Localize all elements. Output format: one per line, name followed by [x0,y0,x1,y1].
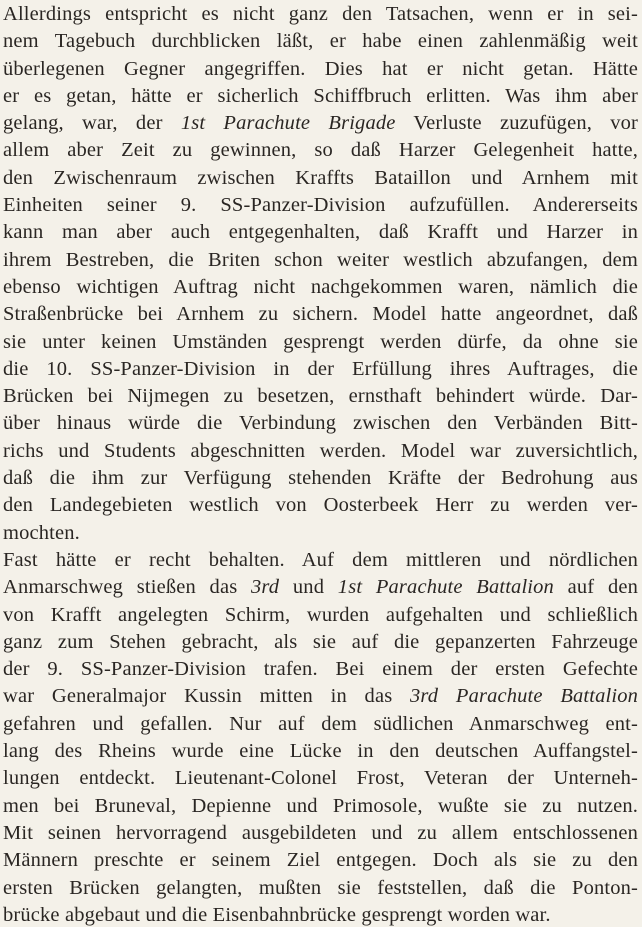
text-line [0,683,638,710]
text-segment: Anmarschweg stießen das [3,576,252,599]
text-line [0,56,638,83]
text-segment: mochten. [3,521,80,544]
text-segment: von Krafft angelegten Schirm, wurden aufgehalten und schließlich [3,603,638,626]
text-segment: Straßenbrücke bei Arnhem zu sichern. Model hatte angeordnet, daß [3,303,638,326]
text-segment: lungen entdeckt. Lieutenant-Colonel Frost, Veteran der Unterneh- [3,767,638,790]
text-segment: ihrem Bestreben, die Briten schon weiter westlich abzufangen, dem [3,248,638,271]
text-segment: war Generalmajor Kussin mitten in das [3,685,411,708]
text-line [0,847,638,874]
text-segment: Allerdings entspricht es nicht ganz den Tatsachen, wenn er in sei- [3,3,638,25]
text-line [0,765,638,792]
text-segment: auf den [553,576,639,599]
text-line [0,219,638,246]
text-line [0,410,638,437]
text-segment: den Zwischenraum zwischen Kraffts Bataillon und Arnhem mit [3,166,638,189]
text-line [0,247,638,274]
text-segment: ersten Brücken gelangten, mußten sie feststellen, daß die Ponton- [3,876,638,899]
text-segment: über hinaus würde die Verbindung zwischen den Verbänden Bitt- [3,412,638,435]
text-segment: Mit seinen hervorragend ausgebildeten und zu allem entschlossenen [3,821,638,844]
text-segment: Einheiten seiner 9. SS-Panzer-Division aufzufüllen. Andererseits [3,194,638,217]
text-segment: überlegenen Gegner angegriffen. Dies hat er nicht getan. Hätte [3,57,638,80]
text-line [0,329,638,356]
text-line [0,602,638,629]
text-segment: sie unter keinen Umständen gesprengt werden dürfe, da ohne sie [3,330,638,353]
text-line [0,875,638,902]
text-line [0,383,638,410]
text-segment: ebenso wichtigen Auftrag nicht nachgekommen waren, nämlich die [3,275,638,298]
paragraph-1 [0,1,638,547]
text-line [0,492,638,519]
text-line [0,465,638,492]
text-segment: er es getan, hätte er sicherlich Schiffbruch erlitten. Was ihm aber [3,84,638,107]
text-segment: der 9. SS-Panzer-Division trafen. Bei einem der ersten Gefechte [3,658,638,681]
text-line [0,902,638,927]
text-segment: richs und Students abgeschnitten werden. Model war zuversichtlich, [3,439,638,462]
text-segment: daß die ihm zur Verfügung stehenden Kräfte der Bedrohung aus [3,467,638,490]
text-segment: den Landegebieten westlich von Oosterbeek Herr zu werden ver- [3,494,638,517]
text-line [0,711,638,738]
text-segment: Brücken bei Nijmegen zu besetzen, ernsthaft behindert würde. Dar- [3,385,638,408]
italic-text: 1st Parachute Brigade [180,112,396,135]
text-line [0,738,638,765]
paragraph-2 [0,547,638,927]
text-line [0,83,638,110]
text-segment: allem aber Zeit zu gewinnen, so daß Harzer Gelegenheit hatte, [3,139,638,162]
text-segment: Verluste zuzufügen, vor [395,112,639,135]
text-line [0,28,638,55]
text-segment: und [279,576,338,599]
text-line [0,656,638,683]
text-line [0,438,638,465]
text-segment: Fast hätte er recht behalten. Auf dem mittleren und nördlichen [3,549,638,571]
text-segment: ganz zum Stehen gebracht, als sie auf die gepanzerten Fahrzeuge [3,630,638,653]
text-line [0,520,638,547]
italic-text: 1st Parachute Battalion [337,576,554,599]
text-line [0,547,638,574]
text-segment: die 10. SS-Panzer-Division in der Erfüllung ihres Auftrages, die [3,357,638,380]
text-segment: lang des Rheins wurde eine Lücke in den deutschen Auffangstel- [3,740,638,763]
text-line [0,301,638,328]
text-line [0,165,638,192]
text-line [0,629,638,656]
text-segment: gelang, war, der [3,112,181,135]
text-line [0,110,638,137]
text-line [0,274,638,301]
text-line [0,137,638,164]
text-line [0,574,638,601]
text-segment: nem Tagebuch durchblicken läßt, er habe einen zahlenmäßig weit [3,30,638,53]
text-segment: gefahren und gefallen. Nur auf dem südlichen Anmarschweg ent- [3,712,638,735]
text-line [0,793,638,820]
text-segment: men bei Bruneval, Depienne und Primosole, wußte sie zu nutzen. [3,794,638,817]
italic-text: 3rd [251,576,280,599]
text-line [0,356,638,383]
text-segment: Männern preschte er seinem Ziel entgegen. Doch als sie zu den [3,849,638,872]
italic-text: 3rd Parachute Battalion [410,685,638,708]
text-line [0,820,638,847]
text-segment: brücke abgebaut und die Eisenbahnbrücke gesprengt worden war. [3,903,551,926]
text-segment: kann man aber auch entgegenhalten, daß Krafft und Harzer in [3,221,638,244]
text-line [0,192,638,219]
text-line [0,1,638,28]
